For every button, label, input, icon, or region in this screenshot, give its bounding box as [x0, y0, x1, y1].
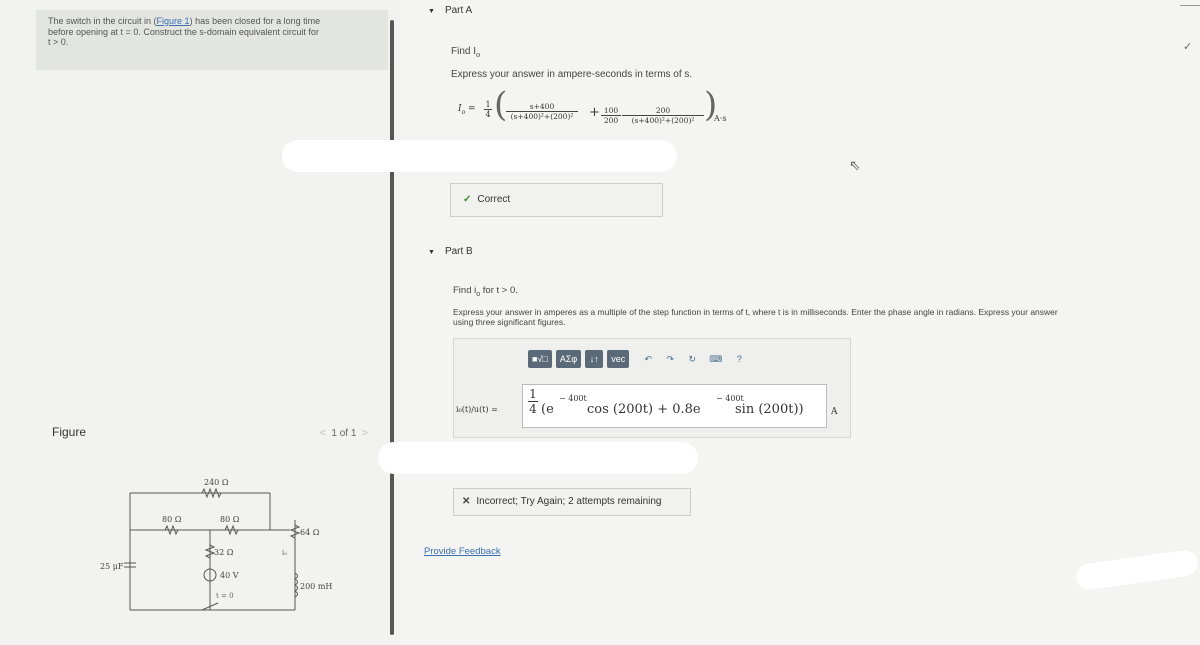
- part-a-t1-den: (s+400)²+(200)²: [510, 112, 574, 121]
- problem-line1-a: The switch in the circuit in (: [48, 16, 157, 26]
- chevron-down-icon[interactable]: ✓: [1183, 41, 1193, 53]
- part-b-find: [453, 285, 518, 298]
- label-r80b: 80 Ω: [220, 515, 240, 524]
- circuit-diagram: [90, 465, 360, 630]
- problem-line1-b: ) has been closed for a long time: [189, 16, 321, 26]
- window-edge: [1180, 0, 1200, 6]
- math-toolbar: [528, 348, 748, 370]
- templates-button[interactable]: ■√□: [528, 350, 552, 368]
- part-a-t3-num: 200: [622, 106, 704, 116]
- label-ind: 200 mH: [300, 582, 333, 591]
- part-a-find-sub: o: [476, 51, 481, 59]
- vec-button[interactable]: vec: [607, 350, 629, 368]
- part-b-status: Incorrect; Try Again; 2 attempts remaining: [476, 496, 662, 507]
- part-a-answer: [456, 86, 736, 136]
- part-b-find-sub: o: [476, 290, 481, 298]
- label-r32: 32 Ω: [214, 548, 234, 557]
- part-a-find-text: Find I: [451, 46, 477, 57]
- part-b-lhs: i₀(t)/u(t) =: [456, 405, 498, 414]
- part-a-coef-num: 1: [485, 100, 491, 109]
- part-a-t3-den: (s+400)²+(200)²: [631, 116, 695, 125]
- figure-link[interactable]: Figure 1: [156, 16, 190, 26]
- problem-statement: [36, 10, 388, 70]
- right-paren: ): [704, 85, 718, 125]
- part-a-instructions: Express your answer in ampere-seconds in terms of s.: [451, 69, 693, 80]
- problem-line2: before opening at t = 0. Construct the s-domain equivalent circuit for: [48, 26, 319, 37]
- arrows-button[interactable]: ↓↑: [585, 350, 603, 368]
- part-a-status: Correct: [477, 194, 511, 205]
- part-b-instructions-line1: Express your answer in amperes as a multiple of the step function in terms of t, where t is in milliseconds. Enter the phase angle in radians. Express your answer: [453, 307, 1058, 317]
- label-cap: 25 μF: [100, 562, 124, 571]
- keyboard-icon[interactable]: ⌨: [709, 353, 723, 364]
- greek-button[interactable]: ΑΣφ: [556, 350, 581, 368]
- part-b-exp2: − 400t: [716, 394, 744, 403]
- check-icon: ✓: [463, 194, 472, 205]
- part-a-lhs: I: [458, 104, 462, 114]
- label-r240: 240 Ω: [204, 478, 229, 487]
- redo-icon[interactable]: ↷: [666, 353, 674, 364]
- part-a-t2-den: 200: [603, 116, 619, 125]
- part-a-coef-den: 4: [485, 110, 491, 119]
- label-r80a: 80 Ω: [162, 515, 182, 524]
- part-b-find-text: Find i: [453, 285, 477, 296]
- part-b-expr-c: sin (200t)): [735, 402, 804, 417]
- pager-prev-button[interactable]: <: [320, 428, 326, 439]
- figure-label: Figure: [52, 425, 87, 439]
- left-scrollbar[interactable]: [382, 0, 396, 645]
- part-a-lhs-sub: o: [461, 108, 466, 116]
- label-io: i₀: [282, 549, 288, 557]
- part-a-t1-num: s+400: [506, 102, 578, 112]
- provide-feedback-link[interactable]: Provide Feedback: [424, 546, 501, 557]
- part-b-unit: A: [831, 407, 838, 417]
- part-a-unit: A·s: [714, 114, 727, 123]
- collapse-triangle-icon[interactable]: ▼: [428, 8, 435, 15]
- label-src: 40 V: [220, 571, 239, 580]
- collapse-triangle-icon[interactable]: ▼: [428, 249, 435, 256]
- part-b-instructions: [453, 307, 1193, 327]
- left-panel: [0, 0, 400, 645]
- figure-pager: [320, 428, 368, 439]
- x-icon: ✕: [462, 496, 471, 507]
- part-a-t2-num: 100: [601, 106, 621, 116]
- part-b-coef-num: 1: [529, 387, 537, 401]
- part-a-status-box: [450, 183, 663, 217]
- label-r64: 64 Ω: [300, 528, 320, 537]
- pager-next-button[interactable]: >: [362, 428, 368, 439]
- part-a-header[interactable]: [428, 5, 472, 16]
- part-b-coef-den: 4: [529, 402, 537, 416]
- part-a-plus: +: [589, 105, 600, 120]
- label-switch: t = 0: [216, 592, 234, 600]
- part-b-instructions-line2: using three significant figures.: [453, 317, 566, 327]
- part-b-expr-a: (e: [541, 402, 554, 417]
- part-b-find-tail: for t > 0.: [480, 285, 518, 296]
- part-b-expr-b: cos (200t) + 0.8e: [587, 402, 701, 417]
- part-b-header[interactable]: [428, 246, 473, 257]
- part-b-exp1: − 400t: [559, 394, 587, 403]
- part-b-status-box: [453, 488, 691, 516]
- part-b-answer-input[interactable]: [522, 384, 827, 428]
- pager-text: 1 of 1: [331, 428, 357, 439]
- mouse-cursor-icon: ⇖: [849, 157, 861, 173]
- part-a-eq: =: [465, 104, 476, 114]
- redaction-bar-a: [282, 140, 677, 172]
- part-b-title: Part B: [444, 246, 473, 257]
- part-a-title: Part A: [444, 5, 473, 16]
- undo-icon[interactable]: ↶: [644, 353, 652, 364]
- left-paren: (: [494, 85, 508, 125]
- reset-icon[interactable]: ↻: [688, 353, 696, 364]
- problem-line3: t > 0.: [48, 37, 69, 47]
- redaction-bar-b: [378, 442, 698, 474]
- help-button[interactable]: ?: [736, 354, 742, 364]
- part-a-find: [451, 46, 480, 59]
